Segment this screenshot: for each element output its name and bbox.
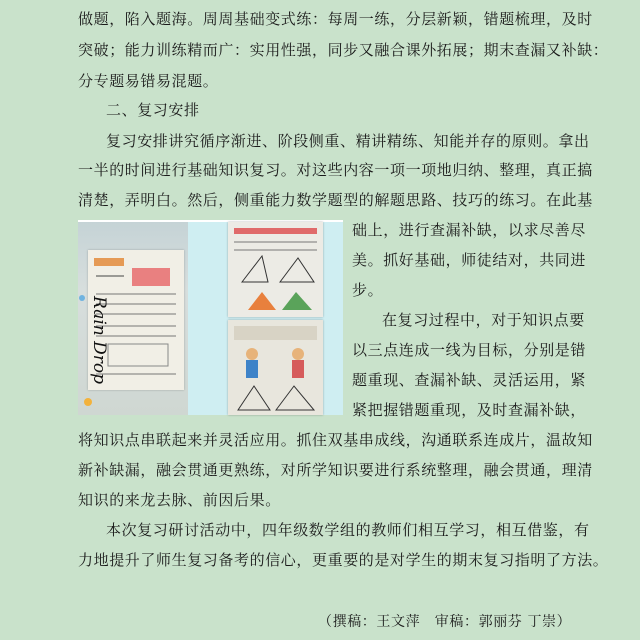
textbook-photo-lesson — [228, 320, 323, 415]
text-line: 在复习过程中，对于知识点要 — [382, 311, 585, 329]
watermark-text: Rain Drop — [89, 296, 109, 384]
triangle-diagram — [228, 222, 323, 317]
text-line: 紧把握错题重现，及时查漏补缺， — [352, 401, 587, 419]
section-heading: 二、复习安排 — [106, 101, 200, 119]
text-line: 础上，进行查漏补缺，以求尽善尽 — [352, 221, 587, 239]
textbook-photo-triangles — [228, 222, 323, 317]
text-line: 题重现、查漏补缺、灵活运用，紧 — [352, 371, 587, 389]
text-line: 步。 — [352, 281, 384, 299]
text-line: 美。抓好基础，师徒结对，共同进 — [352, 251, 587, 269]
author-credit: （撰稿：王文萍 审稿：郭丽芬 丁崇） — [318, 614, 572, 630]
photo-collage — [78, 220, 343, 415]
text-line: 突破；能力训练精而广：实用性强，同步又融合课外拓展；期末查漏又补缺： — [78, 41, 609, 59]
text-line: 复习安排讲究循序渐进、阶段侧重、精讲精练、知能并存的原则。拿出 — [106, 132, 590, 150]
text-line: 将知识点串联起来并灵活应用。抓住双基串成线，沟通联系连成片，温故知 — [78, 431, 593, 449]
text-line: 知识的来龙去脉、前因后果。 — [78, 491, 281, 509]
text-line: 一半的时间进行基础知识复习。对这些内容一项一项地归纳、整理，真正搞 — [78, 161, 593, 179]
text-line: 新补缺漏，融会贯通更熟练，对所学知识要进行系统整理，融会贯通，理清 — [78, 461, 593, 479]
text-line: 以三点连成一线为目标，分别是错 — [352, 341, 587, 359]
text-line: 力地提升了师生复习备考的信心，更重要的是对学生的期末复习指明了方法。 — [78, 551, 609, 569]
text-line: 做题，陷入题海。周周基础变式练：每周一练，分层新颖，错题梳理，及时 — [78, 10, 593, 28]
watermark — [76, 292, 109, 412]
text-line: 本次复习研讨活动中，四年级数学组的教师们相互学习，相互借鉴，有 — [106, 521, 590, 539]
text-line: 分专题易错易混题。 — [78, 72, 219, 90]
lesson-diagram — [228, 320, 323, 415]
workbook-photo — [78, 222, 188, 415]
text-line: 清楚，弄明白。然后，侧重能力数学题型的解题思路、技巧的练习。在此基 — [78, 191, 593, 209]
